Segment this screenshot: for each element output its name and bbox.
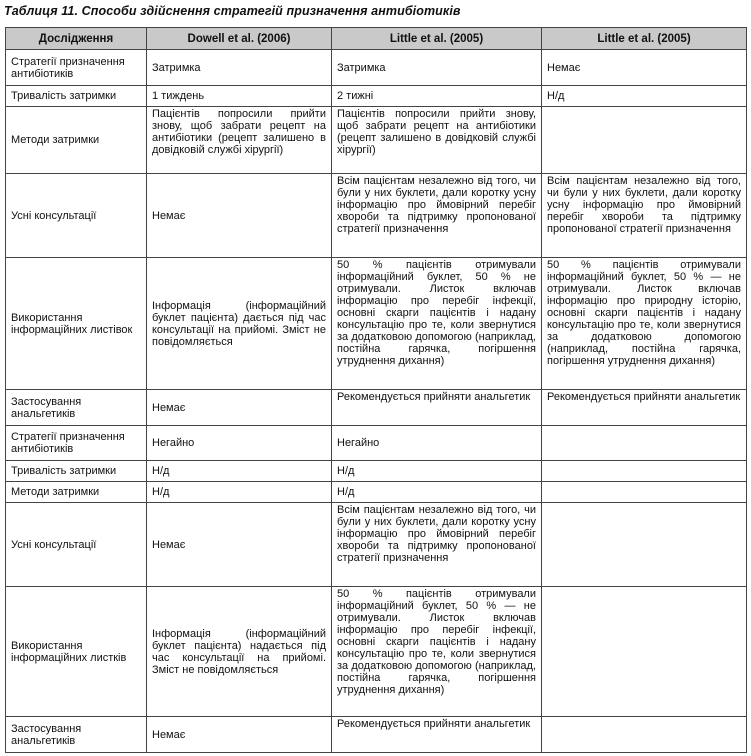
cell-little-b: 50 % пацієнтів отримували інформаційний буклет, 50 % — не отримували. Листок включав інформацію про природну історію, основні скарги пацієнтів і надану консультацію про те, коли звернутися за додатковою допомогою (наприклад, постійна гарячка, погіршення утруднення дихання) [542, 258, 747, 390]
cell-little-a: Рекомендується прийняти анальгетик [332, 390, 542, 426]
table-title: Таблиця 11. Способи здійснення стратегій призначення антибіотиків [4, 4, 461, 18]
cell-little-b [542, 587, 747, 717]
header-row [6, 28, 747, 50]
cell-dowell: 1 тиждень [147, 86, 332, 107]
cell-dowell: Затримка [147, 50, 332, 86]
cell-little-a: Н/д [332, 461, 542, 482]
cell-little-a: 50 % пацієнтів отримували інформаційний буклет, 50 % не отримували. Листок включав інформацію про перебіг інфекції, основні скарги пацієнтів і надану консультацію про те, коли звернутися за додатковою допомогою (наприклад, постійна гарячка, погіршення утруднення дихання) [332, 258, 542, 390]
table-row [6, 50, 747, 86]
row-label: Застосування анальгетиків [6, 717, 147, 753]
cell-dowell: Немає [147, 503, 332, 587]
table-row [6, 717, 747, 753]
cell-little-a: Рекомендується прийняти анальгетик [332, 717, 542, 753]
cell-little-b [542, 482, 747, 503]
cell-little-b: Всім пацієнтам незалежно від того, чи були у них буклети, дали коротку усну інформацію про ймовірний перебіг хвороби та підтримку пропонованої стратегії призначення [542, 174, 747, 258]
row-label: Методи затримки [6, 482, 147, 503]
header-little-2005-b: Little et al. (2005) [542, 28, 747, 50]
row-label: Використання інформаційних листівок [6, 258, 147, 390]
cell-little-b: Н/д [542, 86, 747, 107]
cell-little-b: Немає [542, 50, 747, 86]
cell-little-b [542, 503, 747, 587]
row-label: Методи затримки [6, 107, 147, 174]
cell-dowell: Пацієнтів попросили прийти знову, щоб забрати рецепт на антибіотики (рецепт залишено в довідковій службі хірургії) [147, 107, 332, 174]
cell-dowell: Інформація (інформаційний буклет пацієнта) дається під час консультації на прийомі. Зміст не повідомляється [147, 258, 332, 390]
cell-dowell: Негайно [147, 426, 332, 461]
row-label: Тривалість затримки [6, 461, 147, 482]
row-label: Використання інформаційних листків [6, 587, 147, 717]
row-label: Стратегії призначення антибіотиків [6, 50, 147, 86]
cell-dowell: Немає [147, 390, 332, 426]
row-label: Стратегії призначення антибіотиків [6, 426, 147, 461]
cell-little-a: Всім пацієнтам незалежно від того, чи були у них буклети, дали коротку усну інформацію про ймовірний перебіг хвороби та підтримку пропонованої стратегії призначення [332, 503, 542, 587]
cell-little-b [542, 461, 747, 482]
cell-little-b: Рекомендується прийняти анальгетик [542, 390, 747, 426]
header-dowell-2006: Dowell et al. (2006) [147, 28, 332, 50]
cell-little-b [542, 717, 747, 753]
cell-dowell: Немає [147, 174, 332, 258]
cell-little-a: 50 % пацієнтів отримували інформаційний буклет, 50 % — не отримували. Листок включав інформацію про перебіг інфекції, основні скарги пацієнтів і надану консультацію про те, коли звернутися за додатковою допомогою (наприклад, постійна гарячка, погіршення утруднення дихання) [332, 587, 542, 717]
header-little-2005-a: Little et al. (2005) [332, 28, 542, 50]
strategies-table [5, 27, 747, 753]
cell-dowell: Інформація (інформаційний буклет пацієнта) надається під час консультації на прийомі. Зміст не повідомляється [147, 587, 332, 717]
table-row [6, 503, 747, 587]
table-row [6, 426, 747, 461]
row-label: Усні консультації [6, 174, 147, 258]
cell-little-a: Н/д [332, 482, 542, 503]
row-label: Застосування анальгетиків [6, 390, 147, 426]
cell-dowell: Н/д [147, 482, 332, 503]
table-row [6, 86, 747, 107]
cell-little-a: Пацієнтів попросили прийти знову, щоб забрати рецепт на антибіотики (рецепт залишено в довідковій службі хірургії) [332, 107, 542, 174]
table-row [6, 258, 747, 390]
cell-dowell: Н/д [147, 461, 332, 482]
table-row [6, 461, 747, 482]
table-row [6, 482, 747, 503]
row-label: Усні консультації [6, 503, 147, 587]
cell-little-a: Затримка [332, 50, 542, 86]
table-row [6, 587, 747, 717]
table-row [6, 390, 747, 426]
cell-little-b [542, 107, 747, 174]
cell-little-b [542, 426, 747, 461]
table-row [6, 174, 747, 258]
header-study: Дослідження [6, 28, 147, 50]
cell-little-a: Всім пацієнтам незалежно від того, чи були у них буклети, дали коротку усну інформацію про ймовірний перебіг хвороби та підтримку пропонованої стратегії призначення [332, 174, 542, 258]
cell-dowell: Немає [147, 717, 332, 753]
cell-little-a: Негайно [332, 426, 542, 461]
cell-little-a: 2 тижні [332, 86, 542, 107]
table-row [6, 107, 747, 174]
row-label: Тривалість затримки [6, 86, 147, 107]
